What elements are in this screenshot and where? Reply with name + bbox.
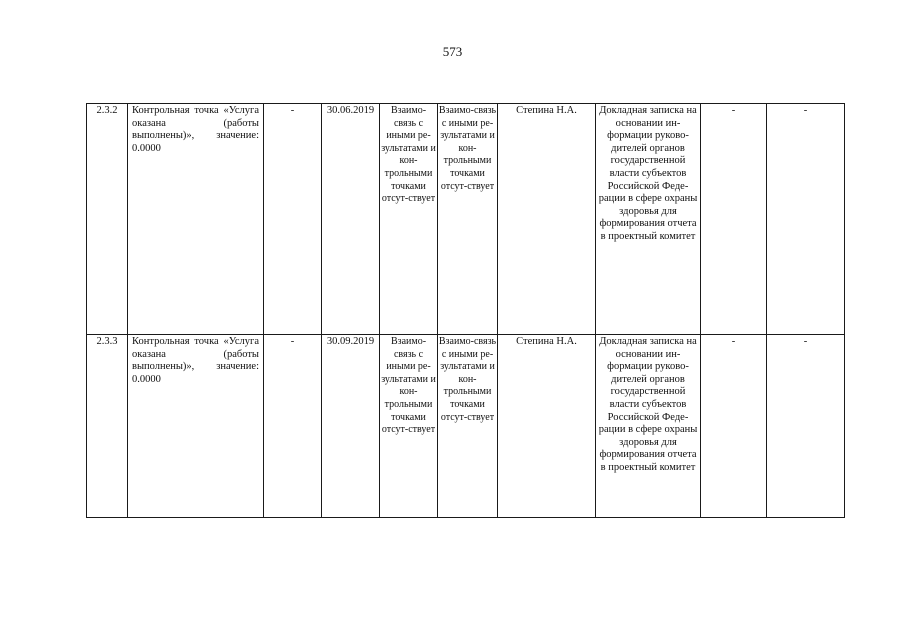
responsible-cell: Степина Н.А. [498,335,596,518]
col9-cell: - [701,104,767,335]
link-cell-2: Взаимо-связь с иными ре-зультатами и кон-трольными точками отсут-ствует [438,335,498,518]
row-number: 2.3.3 [87,335,128,518]
link-cell-1: Взаимо-связь с иными ре-зультатами и кон-трольными точками отсут-ствует [380,104,438,335]
page-number: 573 [442,44,463,59]
date-cell: 30.09.2019 [322,335,380,518]
table-row [87,104,845,335]
col9-cell: - [701,335,767,518]
control-point-name: Контрольная точка «Услуга оказана (работы выполнены)», значение: 0.0000 [128,335,264,518]
document-cell: Докладная записка на основании ин-формации руково-дителей органов государственной власти субъектов Российской Феде-рации в сфере охраны здоровья для формирования отчета в проектный комитет [596,335,701,518]
link-cell-1: Взаимо-связь с иными ре-зультатами и кон-трольными точками отсут-ствует [380,335,438,518]
document-cell: Докладная записка на основании ин-формации руково-дителей органов государственной власти субъектов Российской Феде-рации в сфере охраны здоровья для формирования отчета в проектный комитет [596,104,701,335]
col10-cell: - [767,104,845,335]
row-number: 2.3.2 [87,104,128,335]
table-row [87,335,845,518]
col10-cell: - [767,335,845,518]
plan-table [86,103,845,518]
link-cell-2: Взаимо-связь с иными ре-зультатами и кон-трольными точками отсут-ствует [438,104,498,335]
responsible-cell: Степина Н.А. [498,104,596,335]
prev-cell: - [264,335,322,518]
control-point-name: Контрольная точка «Услуга оказана (работы выполнены)», значение: 0.0000 [128,104,264,335]
prev-cell: - [264,104,322,335]
date-cell: 30.06.2019 [322,104,380,335]
